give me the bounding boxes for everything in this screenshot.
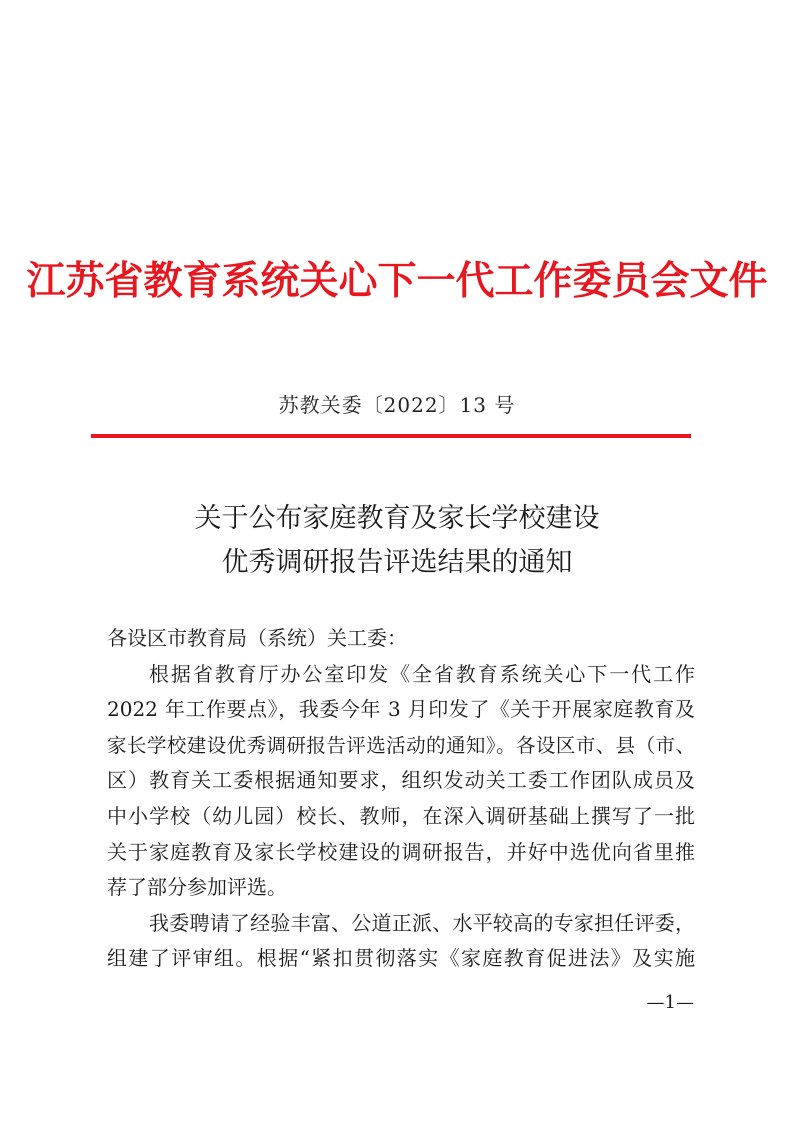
paragraph-1-line: 家长学校建设优秀调研报告评选活动的通知》。各设区市、县（市、	[107, 733, 695, 757]
paragraph-2-line: 组建了评审组。根据“紧扣贯彻落实《家庭教育促进法》及实施	[107, 946, 695, 971]
header-divider-rule	[91, 434, 691, 438]
paragraph-2-line: 我委聘请了经验丰富、公道正派、水平较高的专家担任评委，	[149, 910, 695, 935]
paragraph-1-line: 2022 年工作要点》，我委今年 3 月印发了《关于开展家庭教育及	[107, 697, 695, 722]
notice-body	[107, 621, 695, 977]
document-number: 苏教关委〔2022〕13 号	[278, 393, 516, 417]
salutation: 各设区市教育局（系统）关工委：	[107, 626, 407, 650]
notice-title-line-2: 优秀调研报告评选结果的通知	[221, 547, 573, 578]
document-header-title: 江苏省教育系统关心下一代工作委员会文件	[26, 259, 768, 304]
paragraph-1-line: 关于家庭教育及家长学校建设的调研报告，并好中选优向省里推	[107, 839, 695, 864]
page-number: —1—	[646, 992, 694, 1013]
notice-title-line-1: 关于公布家庭教育及家长学校建设	[194, 503, 600, 534]
paragraph-1-line: 中小学校（幼儿园）校长、教师，在深入调研基础上撰写了一批	[107, 803, 695, 828]
paragraph-1-line: 区）教育关工委根据通知要求，组织发动关工委工作团队成员及	[107, 768, 695, 793]
notice-title	[0, 497, 794, 585]
paragraph-1-line: 根据省教育厅办公室印发《全省教育系统关心下一代工作	[149, 661, 695, 686]
paragraph-1-line: 荐了部分参加评选。	[107, 875, 287, 900]
